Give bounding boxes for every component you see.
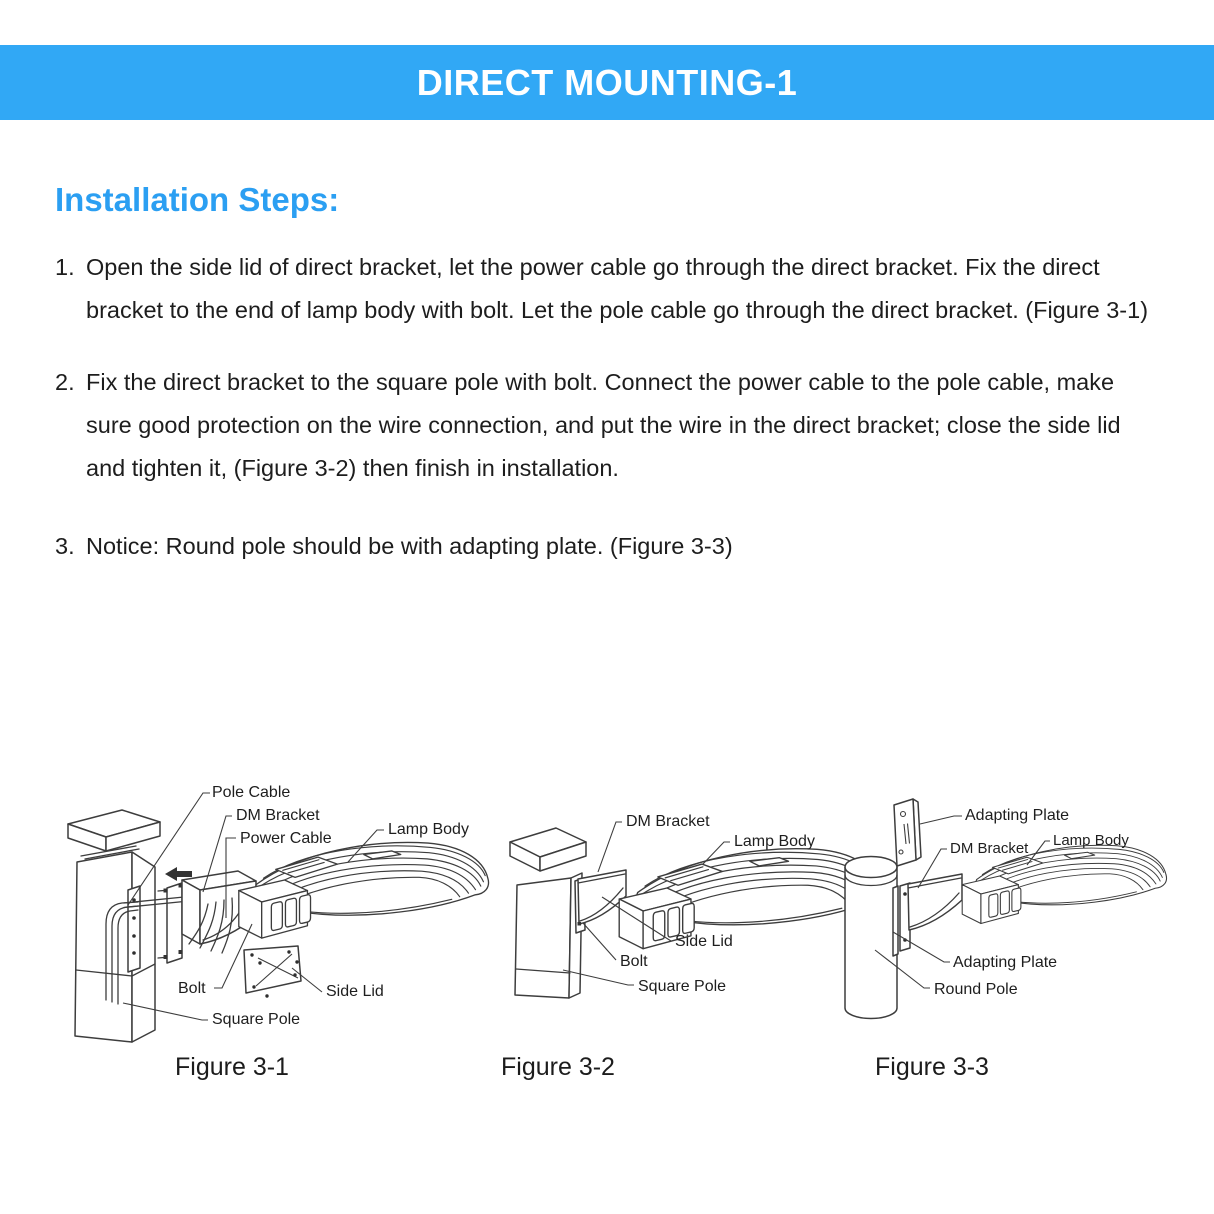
pole-mount-plate-shape [128, 886, 140, 972]
figure-caption: Figure 3-1 [175, 1053, 289, 1081]
label-bolt: Bolt [620, 953, 648, 970]
step-2 [55, 361, 1166, 490]
label-dm-bracket: DM Bracket [950, 840, 1029, 857]
step-1-text: Open the side lid of direct bracket, let the power cable go through the direct bracket. Fix the direct bracket to the end of lamp body with bolt. Let the pole cable go through the direct bracket. (Figure 3-1) [86, 254, 1149, 323]
dm-bracket-shape [908, 874, 962, 930]
step-2-text: Fix the direct bracket to the square pole with bolt. Connect the power cable to the pole cable, make sure good protection on the wire connection, and put the wire in the direct bracket; close the side lid and tighten it, (Figure 3-2) then finish in installation. [86, 369, 1121, 481]
label-side-lid: Side Lid [326, 983, 384, 1000]
spacer [55, 332, 1166, 361]
step-1 [55, 246, 1166, 332]
adapting-plate-shape [894, 799, 921, 866]
step-3 [55, 525, 1166, 568]
side-lid-shape [244, 946, 301, 998]
label-square-pole: Square Pole [212, 1011, 301, 1028]
bolt-plate-shape [158, 883, 183, 963]
label-lamp-body: Lamp Body [734, 833, 815, 850]
figures-row [0, 772, 1214, 1112]
label-dm-bracket: DM Bracket [626, 813, 710, 830]
round-pole-shape [845, 857, 897, 1019]
label-adapting-plate: Adapting Plate [953, 954, 1058, 971]
label-dm-bracket: DM Bracket [236, 807, 320, 824]
label-lamp-body: Lamp Body [388, 821, 469, 838]
lamp-body-shape [962, 845, 1166, 923]
figure-caption: Figure 3-2 [501, 1053, 615, 1081]
step-3-number: 3. [55, 533, 75, 559]
page-title: DIRECT MOUNTING-1 [416, 61, 798, 103]
figure-3-1-diagram [40, 772, 500, 1102]
label-pole-cable: Pole Cable [212, 784, 291, 801]
step-2-number: 2. [55, 369, 75, 395]
label-bolt: Bolt [178, 980, 206, 997]
spacer [55, 490, 1166, 525]
step-3-text: Notice: Round pole should be with adapting plate. (Figure 3-3) [86, 533, 733, 559]
label-round-pole: Round Pole [934, 981, 1018, 998]
square-pole-shape [75, 846, 155, 1042]
figure-3-3-diagram [840, 772, 1214, 1102]
figure-caption: Figure 3-3 [875, 1053, 989, 1081]
header-banner [0, 45, 1214, 120]
label-square-pole: Square Pole [638, 978, 727, 995]
label-power-cable: Power Cable [240, 830, 332, 847]
lamp-body-shape [239, 842, 489, 938]
label-lamp-body: Lamp Body [1053, 832, 1129, 849]
installation-steps [55, 246, 1166, 568]
section-heading: Installation Steps: [55, 181, 340, 218]
step-1-number: 1. [55, 254, 75, 280]
figure-3-2-diagram [480, 772, 884, 1102]
label-side-lid: Side Lid [675, 933, 733, 950]
label-adapting-plate-top: Adapting Plate [965, 807, 1070, 824]
mounted-adapting-plate-shape [893, 883, 910, 956]
pole-cap-shape [68, 810, 160, 851]
